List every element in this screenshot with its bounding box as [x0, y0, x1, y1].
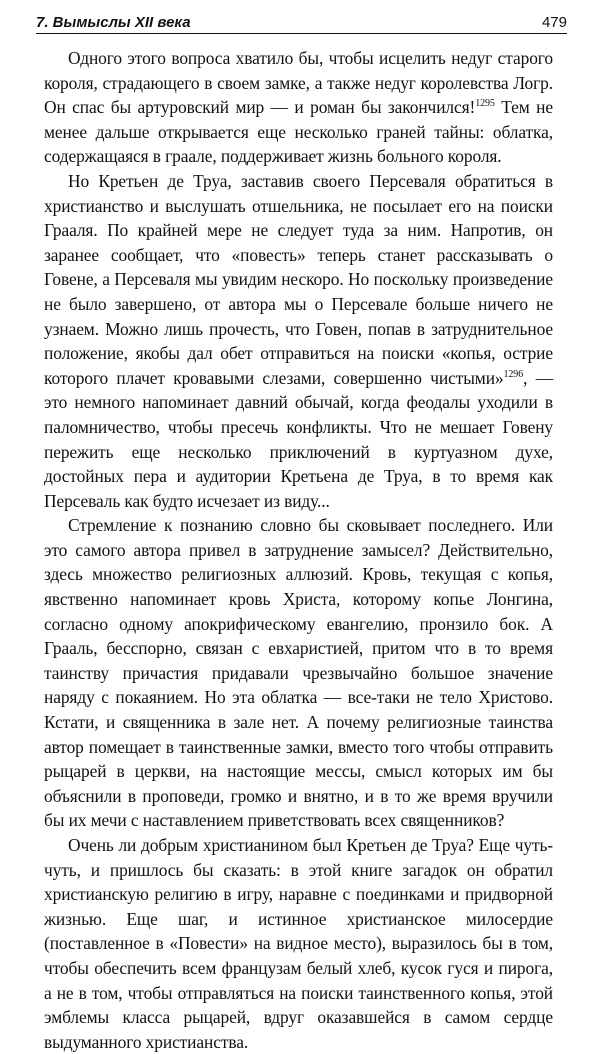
footnote-ref-1295: 1295 [475, 98, 495, 110]
running-header [36, 8, 567, 34]
chapter-title: 7. Вымыслы XII века [36, 14, 191, 31]
paragraph-4 [44, 833, 553, 1054]
paragraph-2 [44, 169, 553, 513]
paragraph-text: Одного этого вопроса хватило бы, чтобы исцелить недуг старого короля, страдающего в своем замке, а также недуг королевства Логр. Он спас бы артуровский мир — и роман бы закончился! [44, 48, 553, 118]
paragraph-text: Стремление к познанию словно бы сковывает последнего. Или это самого автора привел в затруднение замысел? Действительно, здесь множество религиозных аллюзий. Кровь, текущая с копья, явственно напоминает кровь Христа, которому копье Лонгина, согласно одному апокрифическому евангелию, пронзило бок. А Грааль, бесспорно, связан с евхаристией, притом что в то время таинству причастия придавали чрезвычайно большое значение наряду с покаянием. Но эта облатка — все-таки не тело Христово. Кстати, и священника в зале нет. А почему религиозные таинства автор помещает в таинственные замки, вместо того чтобы отправить рыцарей в церкви, на настоящие мессы, смысл которых им бы объяснили в проповеди, громко и внятно, и в то же время вручили бы их мечи с наставлением приветствовать всех священников? [44, 515, 553, 831]
paragraph-text: Очень ли добрым христианином был Кретьен де Труа? Еще чуть-чуть, и пришлось бы сказать: в этой книге загадок он обратил христианскую религию в игру, наравне с поединками и придворной жизнью. Еще шаг, и истинное христианское милосердие (поставленное в «Повести» на видное место), выразилось бы в том, чтобы обеспечить всем французам белый хлеб, кусок гуся и пирога, а не в том, чтобы отправляться на поиски таинственного копья, этой эмблемы класса рыцарей, вдруг оказавшейся в самом сердце выдуманного христианства. [44, 835, 553, 1052]
paragraph-text: , — это немного напоминает давний обычай, когда феодалы уходили в паломничество, чтобы пресечь конфликты. Что не мешает Говену пережить еще несколько приключений в куртуазном духе, достойных пера и аудитории Кретьена де Труа, в то время как Персеваль как будто исчезает из виду... [44, 367, 553, 511]
body-text [44, 46, 553, 1054]
paragraph-1 [44, 46, 553, 169]
page-number: 479 [541, 14, 567, 31]
footnote-ref-1296: 1296 [503, 368, 524, 380]
paragraph-text: Но Кретьен де Труа, заставив своего Персеваля обратиться в христианство и выслушать отшельника, не посылает его на поиски Грааля. По крайней мере не следует туда за ним. Напротив, он заранее сообщает, что «повесть» теперь станет рассказывать о Говене, а Персеваля мы увидим нескоро. Но поскольку произведение не было завершено, от автора мы о Персевале больше ничего не узнаем. Можно лишь прочесть, что Говен, попав в затруднительное положение, якобы дал обет отправиться на поиски «копья, острие которого плачет кровавыми слезами, совершенно чистыми» [44, 170, 553, 388]
header-rule [36, 33, 567, 34]
paragraph-text: Тем не менее дальше открывается еще несколько граней тайны: облатка, содержащаяся в граале, поддерживает жизнь больного короля. [44, 97, 553, 167]
paragraph-3 [44, 513, 553, 833]
